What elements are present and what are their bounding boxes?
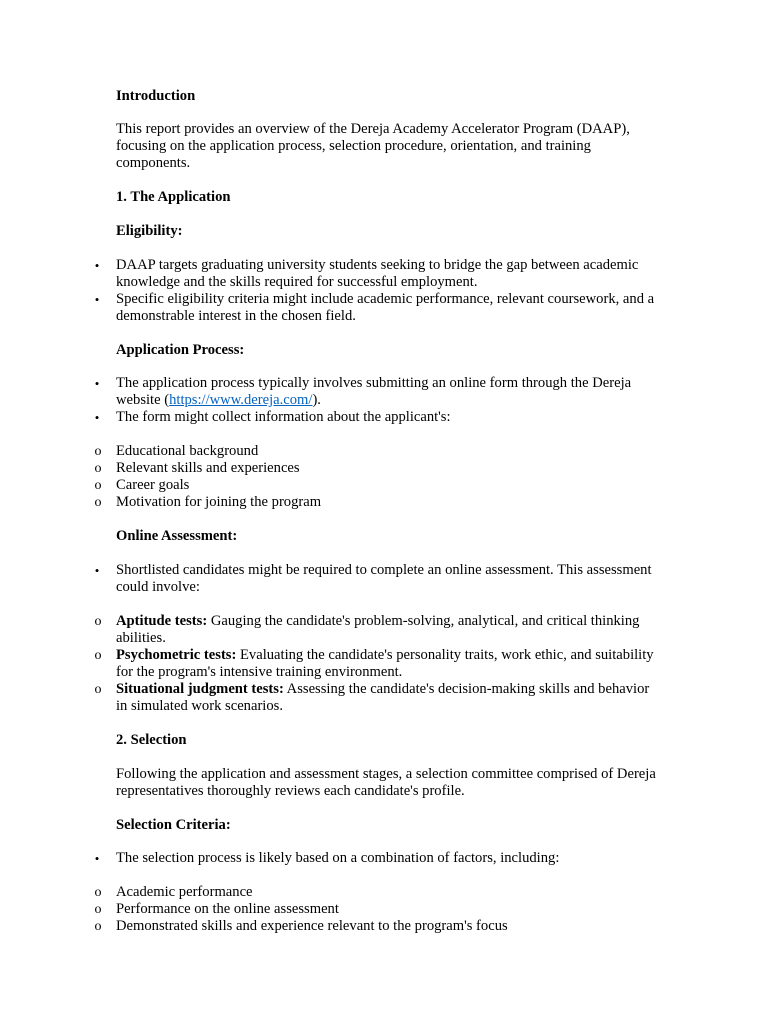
assessment-term: Psychometric tests: xyxy=(116,647,237,663)
circle-marker: o xyxy=(94,648,102,663)
sub-list-item xyxy=(0,443,656,460)
circle-marker: o xyxy=(94,682,102,697)
circle-marker: o xyxy=(94,444,102,459)
bullet-marker: • xyxy=(94,292,100,307)
sub-list-item xyxy=(0,460,656,477)
list-item xyxy=(0,562,656,596)
sub-list-item-text: Motivation for joining the program xyxy=(116,494,322,510)
sub-list-item-text: Performance on the online assessment xyxy=(116,901,339,917)
selection-factors-list xyxy=(0,884,700,935)
assessment-types-list xyxy=(0,613,700,715)
sub-list-item-text: Educational background xyxy=(116,443,259,459)
sub-list-item-text: Career goals xyxy=(116,477,190,493)
sub-list-item xyxy=(0,901,656,918)
list-item-text-after-link: ). xyxy=(312,392,321,408)
bullet-marker: • xyxy=(94,376,100,391)
dereja-website-link[interactable]: https://www.dereja.com/ xyxy=(169,392,313,408)
selection-criteria-list xyxy=(0,850,700,867)
circle-marker: o xyxy=(94,614,102,629)
online-assessment-list xyxy=(0,562,700,596)
application-process-list xyxy=(0,375,700,426)
list-item-text: DAAP targets graduating university students seeking to bridge the gap between academic knowledge and the skills required for successful employment. xyxy=(116,257,639,290)
applicant-info-list xyxy=(0,443,700,511)
list-item xyxy=(0,409,656,426)
sub-list-item xyxy=(0,681,656,715)
introduction-heading: Introduction xyxy=(116,88,196,104)
selection-criteria-heading: Selection Criteria: xyxy=(116,817,231,833)
list-item xyxy=(0,850,656,867)
circle-marker: o xyxy=(94,478,102,493)
sub-list-item xyxy=(0,647,656,681)
list-item-text: Specific eligibility criteria might include academic performance, relevant coursework, and a demonstrable interest in the chosen field. xyxy=(116,291,655,324)
assessment-description: Assessing the candidate's decision-making skills and behavior in simulated work scenarios. xyxy=(116,681,650,714)
bullet-marker: • xyxy=(94,563,100,578)
eligibility-heading: Eligibility: xyxy=(116,223,183,239)
circle-marker: o xyxy=(94,902,102,917)
assessment-description: Gauging the candidate's problem-solving, analytical, and critical thinking abilities. xyxy=(116,613,640,646)
sub-list-item xyxy=(0,494,656,511)
assessment-term: Situational judgment tests: xyxy=(116,681,284,697)
selection-paragraph: Following the application and assessment stages, a selection committee comprised of Dereja representatives thoroughly reviews each candidate's profile. xyxy=(116,766,656,799)
sub-list-item-text: Demonstrated skills and experience relevant to the program's focus xyxy=(116,918,508,934)
application-process-heading: Application Process: xyxy=(116,342,245,358)
list-item-text: The form might collect information about the applicant's: xyxy=(116,409,451,425)
introduction-paragraph: This report provides an overview of the Dereja Academy Accelerator Program (DAAP), focusing on the application process, selection procedure, orientation, and training components. xyxy=(116,121,630,171)
sub-list-item xyxy=(0,918,656,935)
list-item-text-before-link: The application process typically involves submitting an online form through the Dereja website ( xyxy=(116,375,632,408)
online-assessment-heading: Online Assessment: xyxy=(116,528,238,544)
sub-list-item xyxy=(0,884,656,901)
list-item xyxy=(0,257,656,291)
selection-heading: 2. Selection xyxy=(116,732,187,748)
sub-list-item xyxy=(0,477,656,494)
circle-marker: o xyxy=(94,461,102,476)
bullet-marker: • xyxy=(94,258,100,273)
eligibility-list xyxy=(0,257,700,325)
list-item xyxy=(0,375,656,409)
bullet-marker: • xyxy=(94,410,100,425)
assessment-description: Evaluating the candidate's personality traits, work ethic, and suitability for the program's intensive training environment. xyxy=(116,647,654,680)
assessment-term: Aptitude tests: xyxy=(116,613,208,629)
sub-list-item-text: Relevant skills and experiences xyxy=(116,460,300,476)
sub-list-item-text: Academic performance xyxy=(116,884,253,900)
application-heading: 1. The Application xyxy=(116,189,231,205)
list-item xyxy=(0,291,656,325)
list-item-text: Shortlisted candidates might be required to complete an online assessment. This assessment could involve: xyxy=(116,562,652,595)
bullet-marker: • xyxy=(94,851,100,866)
circle-marker: o xyxy=(94,919,102,934)
list-item-text: The selection process is likely based on a combination of factors, including: xyxy=(116,850,560,866)
sub-list-item xyxy=(0,613,656,647)
circle-marker: o xyxy=(94,495,102,510)
circle-marker: o xyxy=(94,885,102,900)
